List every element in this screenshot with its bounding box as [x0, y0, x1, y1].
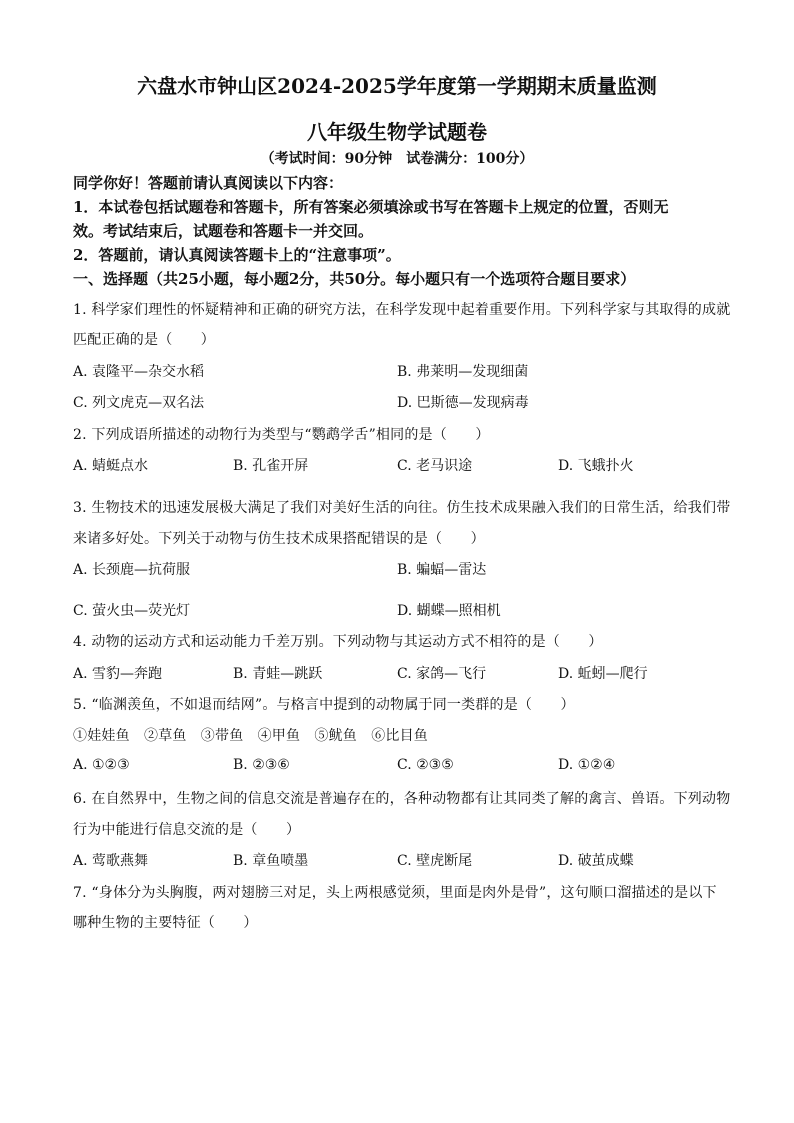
q3-option-b: B. 蝙蝠—雷达	[397, 562, 487, 578]
q1-option-d: D. 巴斯德—发现病毒	[397, 395, 529, 411]
section-heading: 一、选择题（共25小题，每小题2分，共50分。每小题只有一个选项符合题目要求）	[73, 270, 636, 288]
q5-option-d: D. ①②④	[558, 757, 616, 773]
q5-option-a: A. ①②③	[73, 757, 130, 773]
question-6-cont: 行为中能进行信息交流的是（ ）	[73, 822, 301, 838]
instructions-greeting: 同学你好！答题前请认真阅读以下内容：	[73, 174, 344, 192]
question-1-cont: 匹配正确的是（ ）	[73, 332, 215, 348]
q4-option-a: A. 雪豹—奔跑	[73, 666, 163, 682]
question-4: 4. 动物的运动方式和运动能力千差万别。下列动物与其运动方式不相符的是（ ）	[73, 634, 603, 650]
question-7-cont: 哪种生物的主要特征（ ）	[73, 915, 258, 931]
q3-option-c: C. 萤火虫—荧光灯	[73, 603, 191, 619]
page-title: 六盘水市钟山区2024-2025学年度第一学期期末质量监测	[137, 74, 657, 98]
q1-option-b: B. 弗莱明—发现细菌	[397, 364, 529, 380]
q2-option-d: D. 飞蛾扑火	[558, 458, 634, 474]
q6-option-b: B. 章鱼喷墨	[233, 853, 309, 869]
question-6: 6. 在自然界中，生物之间的信息交流是普遍存在的，各种动物都有让其同类了解的禽言、兽语。下列动物	[73, 791, 731, 807]
q6-option-c: C. 壁虎断尾	[397, 853, 473, 869]
question-5-items: ①娃娃鱼 ②草鱼 ③带鱼 ④甲鱼 ⑤鱿鱼 ⑥比目鱼	[73, 728, 428, 744]
q3-option-a: A. 长颈鹿—抗荷服	[73, 562, 191, 578]
q2-option-b: B. 孔雀开屏	[233, 458, 309, 474]
q5-option-c: C. ②③⑤	[397, 757, 454, 773]
question-7: 7. “身体分为头胸腹，两对翅膀三对足，头上两根感觉须，里面是肉外是骨”，这句顺口溜描述的是以下	[73, 885, 717, 901]
q6-option-a: A. 莺歌燕舞	[73, 853, 149, 869]
exam-info: （考试时间：90分钟 试卷满分：100分）	[260, 151, 534, 167]
instruction-item-1: 1．本试卷包括试题卷和答题卡，所有答案必须填涂或书写在答题卡上规定的位置，否则无	[73, 198, 669, 216]
q4-option-b: B. 青蛙—跳跃	[233, 666, 323, 682]
q4-option-d: D. 蚯蚓—爬行	[558, 666, 648, 682]
instruction-item-2: 2．答题前，请认真阅读答题卡上的“注意事项”。	[73, 246, 401, 264]
q6-option-d: D. 破茧成蝶	[558, 853, 634, 869]
q1-option-a: A. 袁隆平—杂交水稻	[73, 364, 205, 380]
q1-option-c: C. 列文虎克—双名法	[73, 395, 205, 411]
question-2: 2. 下列成语所描述的动物行为类型与“鹦鹉学舌”相同的是（ ）	[73, 427, 490, 443]
q2-option-c: C. 老马识途	[397, 458, 473, 474]
q2-option-a: A. 蜻蜓点水	[73, 458, 149, 474]
q4-option-c: C. 家鸽—飞行	[397, 666, 487, 682]
page-subtitle: 八年级生物学试题卷	[307, 120, 487, 144]
q3-option-d: D. 蝴蝶—照相机	[397, 603, 501, 619]
question-5: 5. “临渊羡鱼，不如退而结网”。与格言中提到的动物属于同一类群的是（ ）	[73, 697, 575, 713]
question-1: 1. 科学家们理性的怀疑精神和正确的研究方法，在科学发现中起着重要作用。下列科学家与其取得的成就	[73, 302, 731, 318]
question-3-cont: 来诸多好处。下列关于动物与仿生技术成果搭配错误的是（ ）	[73, 531, 485, 547]
q5-option-b: B. ②③⑥	[233, 757, 290, 773]
question-3: 3. 生物技术的迅速发展极大满足了我们对美好生活的向往。仿生技术成果融入我们的日常生活，给我们带	[73, 500, 731, 516]
instruction-item-1-cont: 效。考试结束后，试题卷和答题卡一并交回。	[73, 222, 374, 240]
